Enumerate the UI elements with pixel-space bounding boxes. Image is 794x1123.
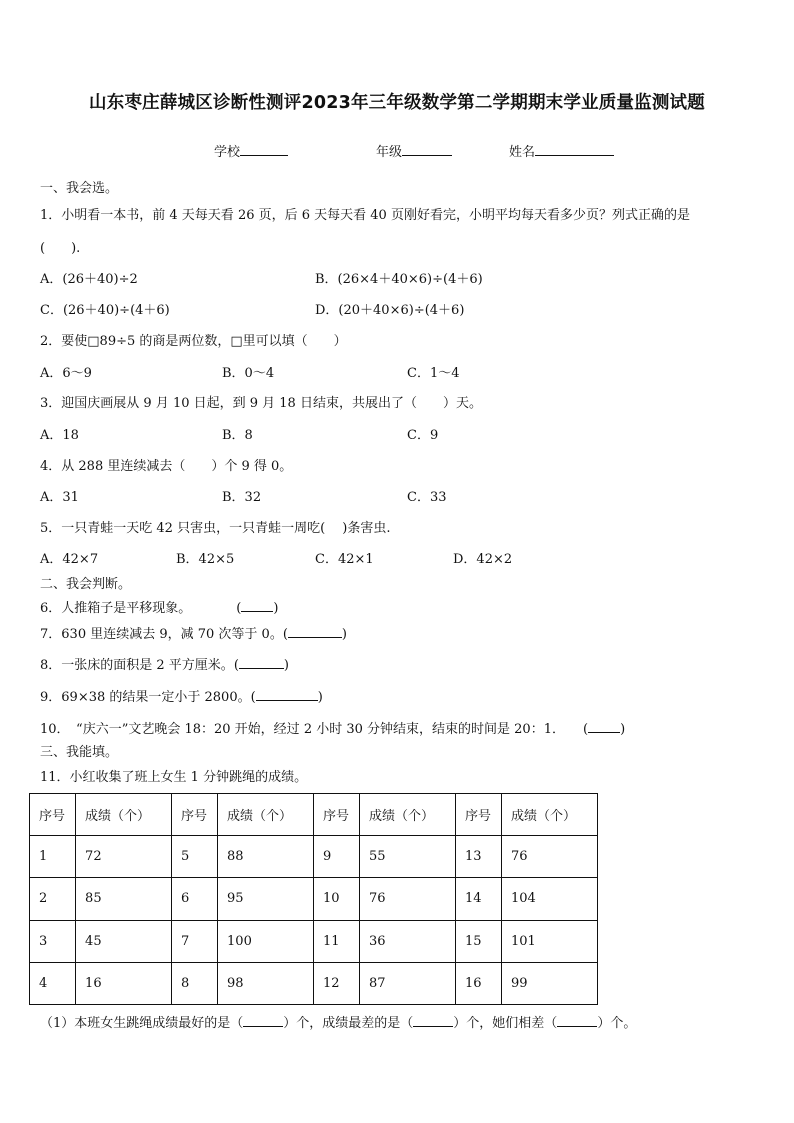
table-cell: 13 [455,836,501,878]
table-row [30,878,598,920]
q11-sub1-text-4: ）个。 [597,1016,637,1031]
table-cell: 36 [360,920,456,962]
question-3-option-b[interactable]: B．8 [222,428,253,443]
table-cell: 7 [171,920,217,962]
question-8-text: 8．一张床的面积是 2 平方厘米。 [40,658,234,673]
school-field[interactable] [214,141,288,160]
question-10-text: 10． “庆六一”文艺晚会 18：20 开始，经过 2 小时 30 分钟结束，结束的时间是 20：1． [40,722,565,737]
table-cell: 104 [502,878,598,920]
table-cell: 45 [76,920,172,962]
q11-sub1-text-3: ）个，她们相差（ [453,1016,558,1031]
table-cell: 5 [171,836,217,878]
table-header-cell: 序号 [171,794,217,836]
table-cell: 88 [218,836,314,878]
table-cell: 85 [76,878,172,920]
question-4-option-b[interactable]: B．32 [222,490,262,505]
table-cell: 101 [502,920,598,962]
question-7: 7．630 里连续减去 9，减 70 次等于 0。( ) [40,627,347,642]
question-6: 6．人推箱子是平移现象。 ( ) [40,601,279,616]
question-1-stem: 1．小明看一本书，前 4 天每天看 26 页，后 6 天每天看 40 页刚好看完，小明平均每天看多少页？列式正确的是 [40,208,690,223]
table-cell: 3 [30,920,76,962]
table-cell: 99 [502,962,598,1004]
section-heading-fill: 三、我能填。 [40,745,119,760]
question-5-stem: 5．一只青蛙一天吃 42 只害虫，一只青蛙一周吃( )条害虫. [40,521,391,536]
best-score-blank[interactable] [243,1014,283,1027]
table-cell: 76 [360,878,456,920]
scores-table [29,793,598,1005]
question-10: 10． “庆六一”文艺晚会 18：20 开始，经过 2 小时 30 分钟结束，结束的时间是 20：1． ( ) [40,722,626,737]
table-header-cell: 成绩（个） [360,794,456,836]
section-heading-choice: 一、我会选。 [40,181,119,196]
worst-score-blank[interactable] [413,1014,453,1027]
question-2-stem: 2．要使□89÷5 的商是两位数，□里可以填（ ） [40,334,347,349]
question-3-option-a[interactable]: A．18 [40,428,79,443]
section-heading-judge: 二、我会判断。 [40,577,132,592]
school-label: 学校 [214,145,241,160]
table-header-cell: 成绩（个） [218,794,314,836]
question-3-option-c[interactable]: C．9 [407,428,439,443]
table-cell: 4 [30,962,76,1004]
question-4-stem: 4．从 288 里连续减去（ ）个 9 得 0。 [40,459,293,474]
table-cell: 98 [218,962,314,1004]
table-cell: 8 [171,962,217,1004]
q11-sub1-text-1: （1）本班女生跳绳成绩最好的是（ [40,1016,244,1031]
question-5-option-b[interactable]: B．42×5 [176,552,235,567]
table-cell: 2 [30,878,76,920]
table-cell: 10 [313,878,359,920]
question-4-option-a[interactable]: A．31 [40,490,79,505]
grade-label: 年级 [376,145,403,160]
question-7-text: 7．630 里连续减去 9，减 70 次等于 0。 [40,627,283,642]
name-blank[interactable] [535,143,614,156]
question-8-answer-blank[interactable] [239,656,284,669]
question-1-option-b[interactable]: B．(26×4＋40×6)÷(4＋6) [315,272,483,287]
q11-sub1-text-2: ）个，成绩最差的是（ [283,1016,414,1031]
question-1-option-a[interactable]: A．(26＋40)÷2 [40,272,138,287]
page-title: 山东枣庄薛城区诊断性测评2023年三年级数学第二学期期末学业质量监测试题 [89,93,705,113]
question-1-option-d[interactable]: D．(20＋40×6)÷(4＋6) [315,303,465,318]
question-9-text: 9．69×38 的结果一定小于 2800。 [40,690,251,705]
question-2-option-b[interactable]: B．0～4 [222,366,275,381]
table-cell: 72 [76,836,172,878]
table-header-row [30,794,598,836]
question-2-option-a[interactable]: A．6～9 [40,366,92,381]
table-cell: 55 [360,836,456,878]
question-6-text: 6．人推箱子是平移现象。 [40,601,192,616]
question-7-answer-blank[interactable] [288,625,342,638]
grade-blank[interactable] [402,143,452,156]
question-2-option-c[interactable]: C．1～4 [407,366,460,381]
name-field[interactable] [509,141,614,160]
table-cell: 16 [455,962,501,1004]
table-cell: 100 [218,920,314,962]
question-11-subquestion-1 [40,1014,636,1032]
question-5-option-a[interactable]: A．42×7 [40,552,99,567]
table-header-cell: 序号 [455,794,501,836]
table-row [30,920,598,962]
question-6-answer-blank[interactable] [241,599,273,612]
table-cell: 16 [76,962,172,1004]
table-cell: 1 [30,836,76,878]
table-header-cell: 成绩（个） [502,794,598,836]
table-header-cell: 序号 [30,794,76,836]
question-10-answer-blank[interactable] [588,720,620,733]
question-5-option-c[interactable]: C．42×1 [315,552,374,567]
question-9-answer-blank[interactable] [256,688,318,701]
table-cell: 15 [455,920,501,962]
school-blank[interactable] [240,143,288,156]
table-cell: 76 [502,836,598,878]
grade-field[interactable] [376,141,452,160]
question-4-option-c[interactable]: C．33 [407,490,447,505]
table-cell: 95 [218,878,314,920]
question-5-option-d[interactable]: D．42×2 [453,552,513,567]
question-3-stem: 3．迎国庆画展从 9 月 10 日起，到 9 月 18 日结束，共展出了（ ）天。 [40,396,482,411]
table-cell: 9 [313,836,359,878]
table-header-cell: 成绩（个） [76,794,172,836]
table-row [30,962,598,1004]
table-cell: 87 [360,962,456,1004]
table-row [30,836,598,878]
name-label: 姓名 [509,145,536,160]
table-cell: 12 [313,962,359,1004]
question-1-option-c[interactable]: C．(26＋40)÷(4＋6) [40,303,170,318]
question-1-blank: ( ). [40,241,81,256]
difference-blank[interactable] [557,1014,597,1027]
question-9: 9．69×38 的结果一定小于 2800。( ) [40,690,323,705]
table-cell: 11 [313,920,359,962]
table-cell: 14 [455,878,501,920]
question-8: 8．一张床的面积是 2 平方厘米。( ) [40,658,289,673]
table-cell: 6 [171,878,217,920]
question-11-stem: 11．小红收集了班上女生 1 分钟跳绳的成绩。 [40,770,308,785]
table-header-cell: 序号 [313,794,359,836]
